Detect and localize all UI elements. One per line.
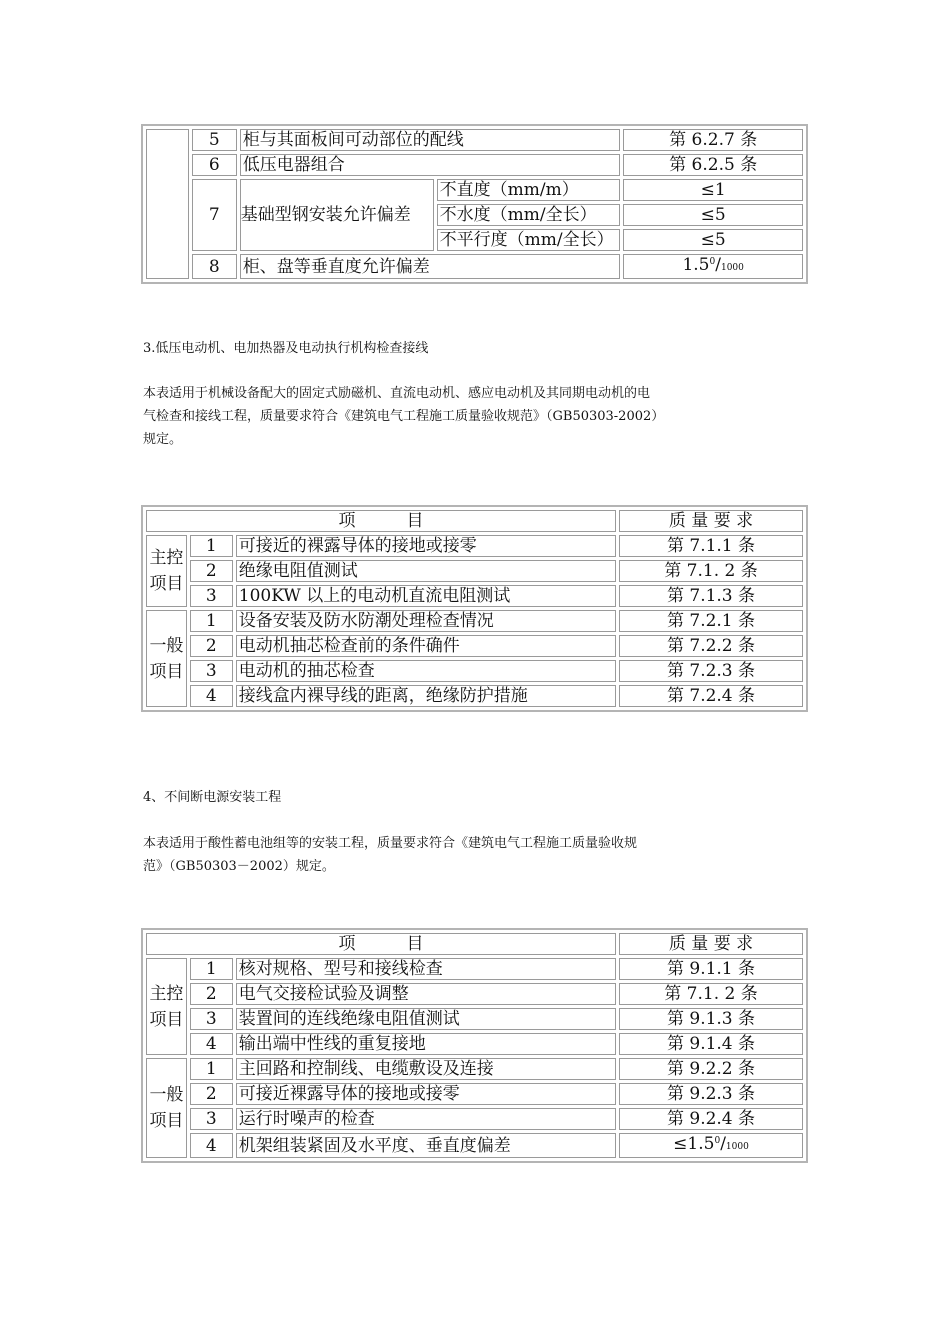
requirement-cell: 第 9.1.3 条 — [619, 1008, 803, 1030]
table-row — [146, 635, 803, 657]
requirement-cell — [619, 1133, 803, 1158]
requirement-cell — [623, 254, 803, 279]
req-superscript: 0 — [714, 1136, 721, 1146]
table-row — [146, 1058, 803, 1080]
requirement-cell: 第 7.2.3 条 — [619, 660, 803, 682]
row-number: 4 — [190, 1033, 233, 1055]
requirement-cell: 第 7.2.2 条 — [619, 635, 803, 657]
header-item: 项 目 — [146, 933, 616, 955]
header-item: 项 目 — [146, 510, 616, 532]
group-cell — [146, 129, 189, 279]
requirement-cell: 第 6.2.7 条 — [623, 129, 803, 151]
item-cell: 柜、盘等垂直度允许偏差 — [240, 254, 621, 279]
table-3 — [141, 928, 808, 1163]
section-heading: 4、不间断电源安装工程 — [143, 790, 282, 805]
item-cell: 基础型钢安装允许偏差 — [240, 179, 434, 251]
requirement-cell: 第 9.2.4 条 — [619, 1108, 803, 1130]
table-2 — [141, 505, 808, 712]
table-row — [146, 179, 803, 201]
table-header-row — [146, 510, 803, 532]
table-row — [146, 1033, 803, 1055]
req-superscript: 0 — [709, 257, 716, 267]
table-row — [146, 958, 803, 980]
group-general: 一般项目 — [146, 1058, 187, 1158]
table-1 — [141, 124, 808, 284]
row-number: 1 — [190, 610, 233, 632]
row-number: 4 — [190, 1133, 233, 1158]
row-number: 1 — [190, 535, 233, 557]
row-number: 3 — [190, 1008, 233, 1030]
row-number: 5 — [192, 129, 237, 151]
requirement-cell: ≤5 — [623, 229, 803, 251]
row-number: 4 — [190, 685, 233, 707]
requirement-cell: 第 9.1.4 条 — [619, 1033, 803, 1055]
item-cell: 主回路和控制线、电缆敷设及连接 — [236, 1058, 616, 1080]
table-row — [146, 535, 803, 557]
sub-item-cell: 不水度（mm/全长） — [437, 204, 621, 226]
group-main-control: 主控项目 — [146, 958, 187, 1055]
item-cell: 电动机抽芯检查前的条件确件 — [236, 635, 616, 657]
row-number: 2 — [190, 983, 233, 1005]
requirement-cell: ≤1 — [623, 179, 803, 201]
table-row — [146, 560, 803, 582]
item-cell: 核对规格、型号和接线检查 — [236, 958, 616, 980]
req-separator: / — [720, 1134, 726, 1154]
row-number: 3 — [190, 1108, 233, 1130]
row-number: 2 — [190, 560, 233, 582]
section-paragraph-line: 本表适用于机械设备配大的固定式励磁机、直流电动机、感应电动机及其同期电动机的电 — [143, 386, 651, 401]
table-row — [146, 660, 803, 682]
table-row — [146, 154, 803, 176]
section-heading: 3.低压电动机、电加热器及电动执行机构检查接线 — [143, 341, 429, 356]
item-cell: 绝缘电阻值测试 — [236, 560, 616, 582]
section-paragraph-line: 本表适用于酸性蓄电池组等的安装工程，质量要求符合《建筑电气工程施工质量验收规 — [143, 836, 638, 851]
header-requirement: 质 量 要 求 — [619, 933, 803, 955]
item-cell: 电气交接检试验及调整 — [236, 983, 616, 1005]
requirement-cell: ≤5 — [623, 204, 803, 226]
table-header-row — [146, 933, 803, 955]
row-number: 1 — [190, 1058, 233, 1080]
requirement-cell: 第 7.2.1 条 — [619, 610, 803, 632]
table-row — [146, 1108, 803, 1130]
item-cell: 可接近的裸露导体的接地或接零 — [236, 535, 616, 557]
requirement-cell: 第 7.1.3 条 — [619, 585, 803, 607]
row-number: 3 — [190, 585, 233, 607]
item-cell: 接线盒内裸导线的距离，绝缘防护措施 — [236, 685, 616, 707]
table-row — [146, 685, 803, 707]
row-number: 8 — [192, 254, 237, 279]
requirement-cell: 第 9.2.3 条 — [619, 1083, 803, 1105]
header-requirement: 质 量 要 求 — [619, 510, 803, 532]
section-paragraph-line: 范》（GB50303－2002）规定。 — [143, 859, 335, 874]
group-general: 一般项目 — [146, 610, 187, 707]
table-row — [146, 1083, 803, 1105]
group-main-control: 主控项目 — [146, 535, 187, 607]
section-paragraph-line: 气检查和接线工程，质量要求符合《建筑电气工程施工质量验收规范》（GB50303-2002） — [143, 409, 665, 424]
requirement-cell: 第 7.1.1 条 — [619, 535, 803, 557]
requirement-cell: 第 9.2.2 条 — [619, 1058, 803, 1080]
requirement-cell: 第 7.1. 2 条 — [619, 560, 803, 582]
req-value: 1.5 — [682, 255, 710, 275]
item-cell: 机架组装紧固及水平度、垂直度偏差 — [236, 1133, 616, 1158]
row-number: 1 — [190, 958, 233, 980]
row-number: 7 — [192, 179, 237, 251]
table-row — [146, 983, 803, 1005]
row-number: 6 — [192, 154, 237, 176]
item-cell: 电动机的抽芯检查 — [236, 660, 616, 682]
table-row — [146, 1133, 803, 1158]
sub-item-cell: 不直度（mm/m） — [437, 179, 621, 201]
item-cell: 输出端中性线的重复接地 — [236, 1033, 616, 1055]
table-row — [146, 129, 803, 151]
requirement-cell: 第 9.1.1 条 — [619, 958, 803, 980]
req-value: ≤1.5 — [673, 1134, 715, 1154]
row-number: 2 — [190, 635, 233, 657]
table-row — [146, 585, 803, 607]
item-cell: 装置间的连线绝缘电阻值测试 — [236, 1008, 616, 1030]
item-cell: 运行时噪声的检查 — [236, 1108, 616, 1130]
item-cell: 柜与其面板间可动部位的配线 — [240, 129, 621, 151]
sub-item-cell: 不平行度（mm/全长） — [437, 229, 621, 251]
section-paragraph-line: 规定。 — [143, 432, 183, 447]
row-number: 3 — [190, 660, 233, 682]
req-subscript: 1000 — [725, 1142, 749, 1152]
item-cell: 可接近裸露导体的接地或接零 — [236, 1083, 616, 1105]
requirement-cell: 第 7.2.4 条 — [619, 685, 803, 707]
table-row — [146, 1008, 803, 1030]
item-cell: 设备安装及防水防潮处理检查情况 — [236, 610, 616, 632]
requirement-cell: 第 7.1. 2 条 — [619, 983, 803, 1005]
item-cell: 低压电器组合 — [240, 154, 621, 176]
table-row — [146, 610, 803, 632]
row-number: 2 — [190, 1083, 233, 1105]
req-subscript: 1000 — [720, 263, 744, 273]
table-row — [146, 254, 803, 279]
requirement-cell: 第 6.2.5 条 — [623, 154, 803, 176]
req-separator: / — [715, 255, 721, 275]
item-cell: 100KW 以上的电动机直流电阻测试 — [236, 585, 616, 607]
